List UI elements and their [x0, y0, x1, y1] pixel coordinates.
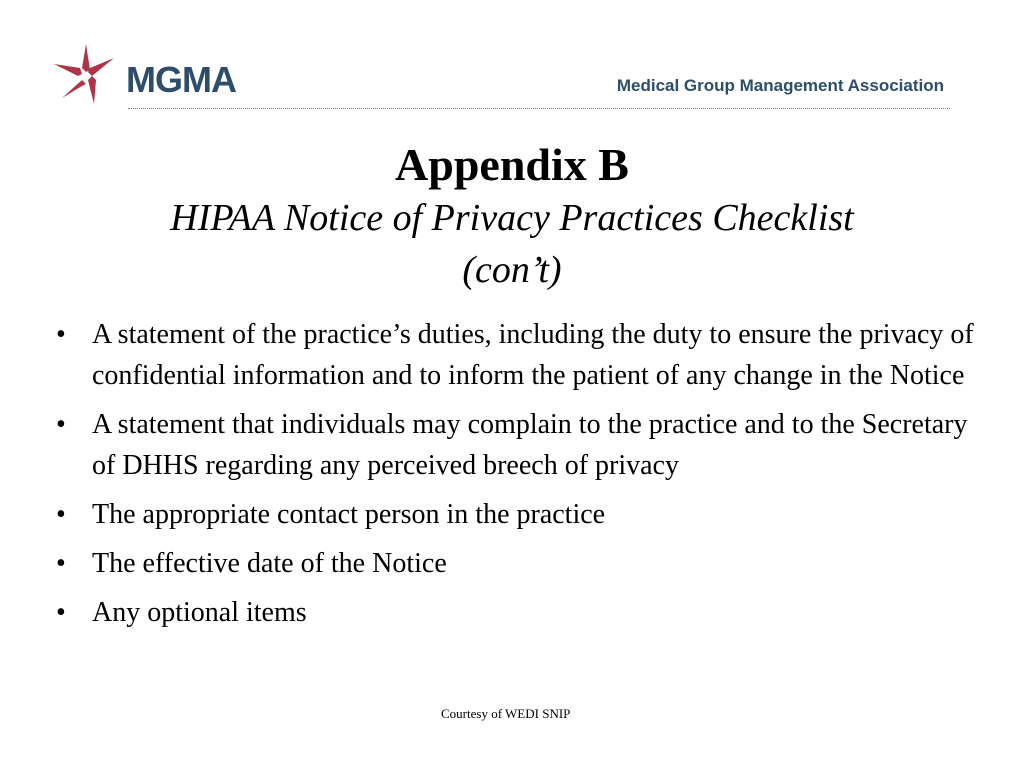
bullet-icon: •: [56, 548, 66, 579]
slide-header: [0, 0, 1024, 115]
bullet-text: The effective date of the Notice: [92, 548, 447, 579]
logo-wordmark: MGMA: [126, 59, 236, 100]
bullet-icon: •: [56, 409, 66, 440]
header-divider: [128, 108, 950, 109]
bullet-icon: •: [56, 499, 66, 530]
bullet-icon: •: [56, 597, 66, 628]
bullet-icon: •: [56, 319, 66, 350]
list-item: [50, 592, 980, 633]
bullet-text: The appropriate contact person in the practice: [92, 499, 606, 530]
bullet-text: A statement that individuals may complain to the practice and to the Secretary of DHHS regarding any perceived breech of privacy: [92, 409, 968, 481]
bullet-list: [50, 314, 980, 641]
title-block: [60, 138, 964, 296]
slide-subtitle-line-2: (con’t): [462, 249, 562, 291]
list-item: [50, 494, 980, 535]
mgma-logo: [50, 40, 250, 110]
list-item: [50, 543, 980, 584]
slide-subtitle-line-1: HIPAA Notice of Privacy Practices Checklist: [170, 197, 854, 239]
mgma-star-icon: [50, 40, 120, 110]
slide-title: Appendix B: [395, 139, 629, 190]
organization-name: Medical Group Management Association: [616, 76, 944, 95]
list-item: [50, 404, 980, 486]
list-item: [50, 314, 980, 396]
bullet-text: Any optional items: [92, 597, 307, 628]
bullet-text: A statement of the practice’s duties, including the duty to ensure the privacy of confidential information and to inform the patient of any change in the Notice: [92, 319, 974, 391]
footer-credit: Courtesy of WEDI SNIP: [441, 706, 571, 721]
